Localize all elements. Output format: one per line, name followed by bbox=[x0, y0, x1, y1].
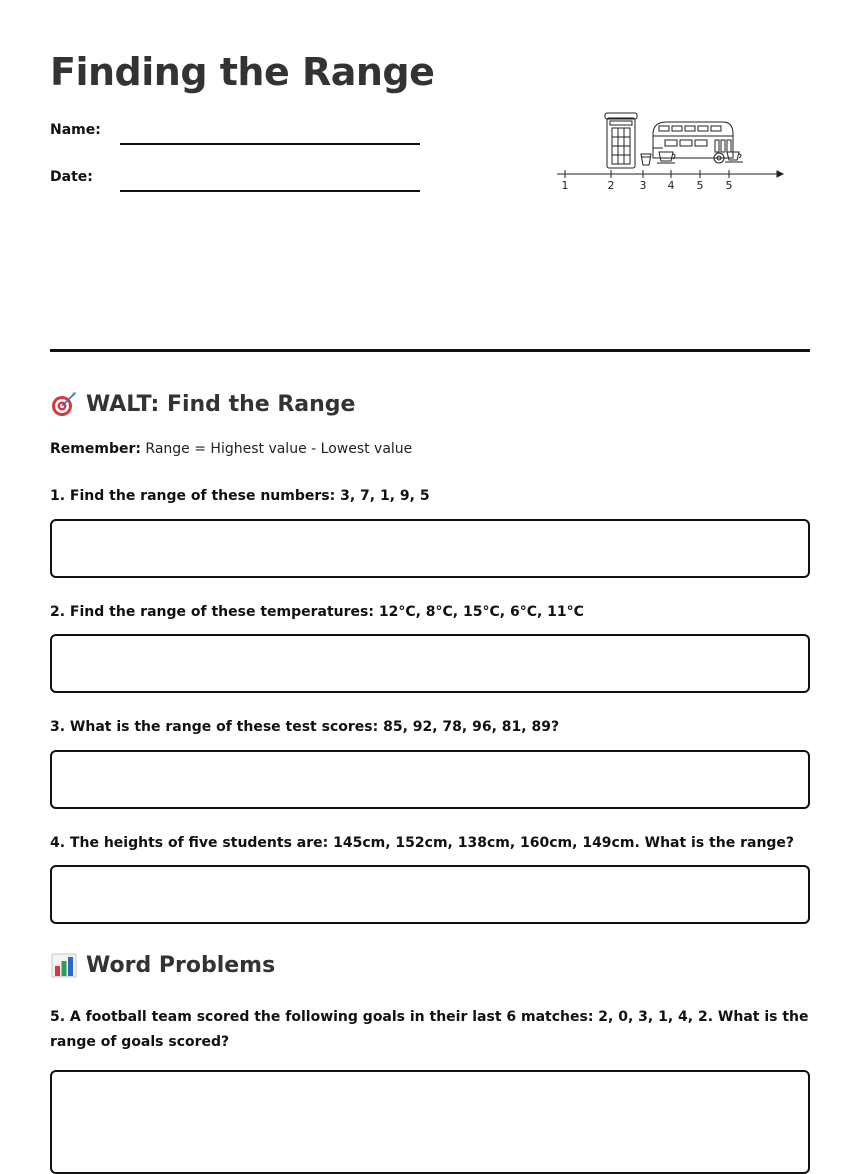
word-problems-heading-text: Word Problems bbox=[86, 952, 276, 978]
number-line-label: 4 bbox=[667, 179, 675, 192]
question-2: 2. Find the range of these temperatures: 12°C, 8°C, 15°C, 6°C, 11°C bbox=[50, 604, 584, 620]
question-1: 1. Find the range of these numbers: 3, 7, 1, 9, 5 bbox=[50, 488, 430, 504]
answer-box-2[interactable] bbox=[50, 634, 810, 693]
number-line-label: 5 bbox=[696, 179, 704, 192]
teacup-icon bbox=[725, 152, 743, 162]
walt-heading-text: WALT: Find the Range bbox=[86, 391, 356, 417]
answer-box-5[interactable] bbox=[50, 1070, 810, 1174]
question-4: 4. The heights of five students are: 145cm, 152cm, 138cm, 160cm, 149cm. What is the range? bbox=[50, 835, 795, 851]
target-icon bbox=[50, 390, 78, 418]
bar-chart-icon bbox=[50, 951, 78, 979]
answer-box-3[interactable] bbox=[50, 750, 810, 809]
number-line-illustration bbox=[555, 108, 795, 198]
question-3: 3. What is the range of these test scores: 85, 92, 78, 96, 81, 89? bbox=[50, 719, 560, 735]
section-divider bbox=[50, 349, 810, 352]
question-5: 5. A football team scored the following goals in their last 6 matches: 2, 0, 3, 1, 4, 2. What is the range of goals scored? bbox=[50, 1009, 809, 1050]
bucket-icon bbox=[641, 154, 651, 165]
remember-note bbox=[50, 441, 412, 457]
phone-box-icon bbox=[605, 113, 637, 168]
name-field[interactable] bbox=[120, 143, 420, 145]
remember-label: Remember: bbox=[50, 441, 141, 457]
word-problems-heading bbox=[50, 951, 275, 979]
number-line-label: 2 bbox=[607, 179, 615, 192]
name-label: Name: bbox=[50, 122, 101, 138]
walt-heading bbox=[50, 390, 355, 418]
number-line-label: 3 bbox=[639, 179, 647, 192]
page-title: Finding the Range bbox=[50, 50, 435, 94]
remember-text: Range = Highest value - Lowest value bbox=[140, 441, 413, 457]
number-line bbox=[557, 170, 783, 178]
answer-box-1[interactable] bbox=[50, 519, 810, 578]
number-line-label: 1 bbox=[561, 179, 569, 192]
date-field[interactable] bbox=[120, 190, 420, 192]
answer-box-4[interactable] bbox=[50, 865, 810, 924]
bus-icon bbox=[653, 122, 733, 158]
date-label: Date: bbox=[50, 169, 93, 185]
number-line-label: 5 bbox=[725, 179, 733, 192]
